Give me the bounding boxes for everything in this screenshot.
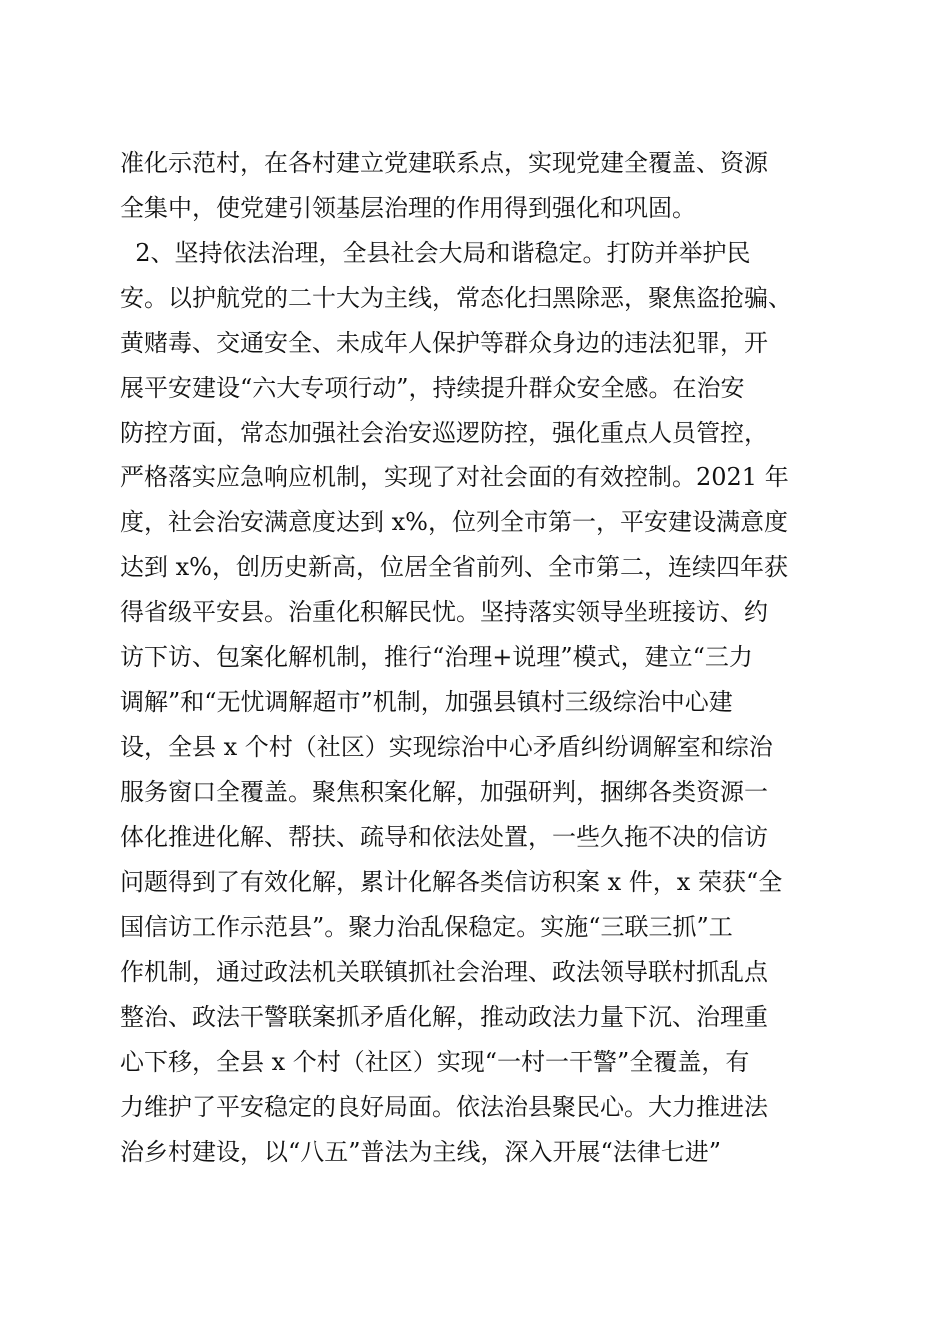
text-line: 防控方面，常态加强社会治安巡逻防控，强化重点人员管控， (120, 419, 768, 447)
text-line: 度，社会治安满意度达到 x%，位列全市第一，平安建设满意度 (120, 508, 788, 536)
text-line: 治乡村建设，以“八五”普法为主线，深入开展“法律七进” (120, 1138, 722, 1166)
text-line: 准化示范村，在各村建立党建联系点，实现党建全覆盖、资源 (120, 149, 768, 177)
text-line: 安。以护航党的二十大为主线，常态化扫黑除恶，聚焦盗抢骗、 (120, 284, 792, 312)
text-line: 心下移，全县 x 个村（社区）实现“一村一干警”全覆盖，有 (120, 1048, 750, 1076)
text-line: 力维护了平安稳定的良好局面。依法治县聚民心。大力推进法 (120, 1093, 768, 1121)
text-line: 访下访、包案化解机制，推行“治理+说理”模式，建立“三力 (120, 643, 753, 671)
text-line: 得省级平安县。治重化积解民忧。坚持落实领导坐班接访、约 (120, 598, 768, 626)
text-line: 作机制，通过政法机关联镇抓社会治理、政法领导联村抓乱点 (120, 958, 768, 986)
text-line: 体化推进化解、帮扶、疏导和依法处置，一些久拖不决的信访 (120, 823, 768, 851)
text-line: 全集中，使党建引领基层治理的作用得到强化和巩固。 (120, 194, 696, 222)
text-line: 问题得到了有效化解，累计化解各类信访积案 x 件，x 荣获“全 (120, 868, 783, 896)
text-line: 黄赌毒、交通安全、未成年人保护等群众身边的违法犯罪，开 (120, 329, 768, 357)
text-line: 严格落实应急响应机制，实现了对社会面的有效控制。2021 年 (120, 463, 789, 491)
text-line: 调解”和“无忧调解超市”机制，加强县镇村三级综治中心建 (120, 688, 733, 716)
text-line: 服务窗口全覆盖。聚焦积案化解，加强研判，捆绑各类资源一 (120, 778, 768, 806)
text-line: 国信访工作示范县”。聚力治乱保稳定。实施“三联三抓”工 (120, 913, 733, 941)
text-line: 整治、政法干警联案抓矛盾化解，推动政法力量下沉、治理重 (120, 1003, 768, 1031)
text-line: 达到 x%，创历史新高，位居全省前列、全市第二，连续四年获 (120, 553, 788, 581)
text-line: 设，全县 x 个村（社区）实现综治中心矛盾纠纷调解室和综治 (120, 733, 773, 761)
text-line: 展平安建设“六大专项行动”，持续提升群众安全感。在治安 (120, 374, 745, 402)
text-line: 2、坚持依法治理，全县社会大局和谐稳定。打防并举护民 (120, 239, 751, 267)
